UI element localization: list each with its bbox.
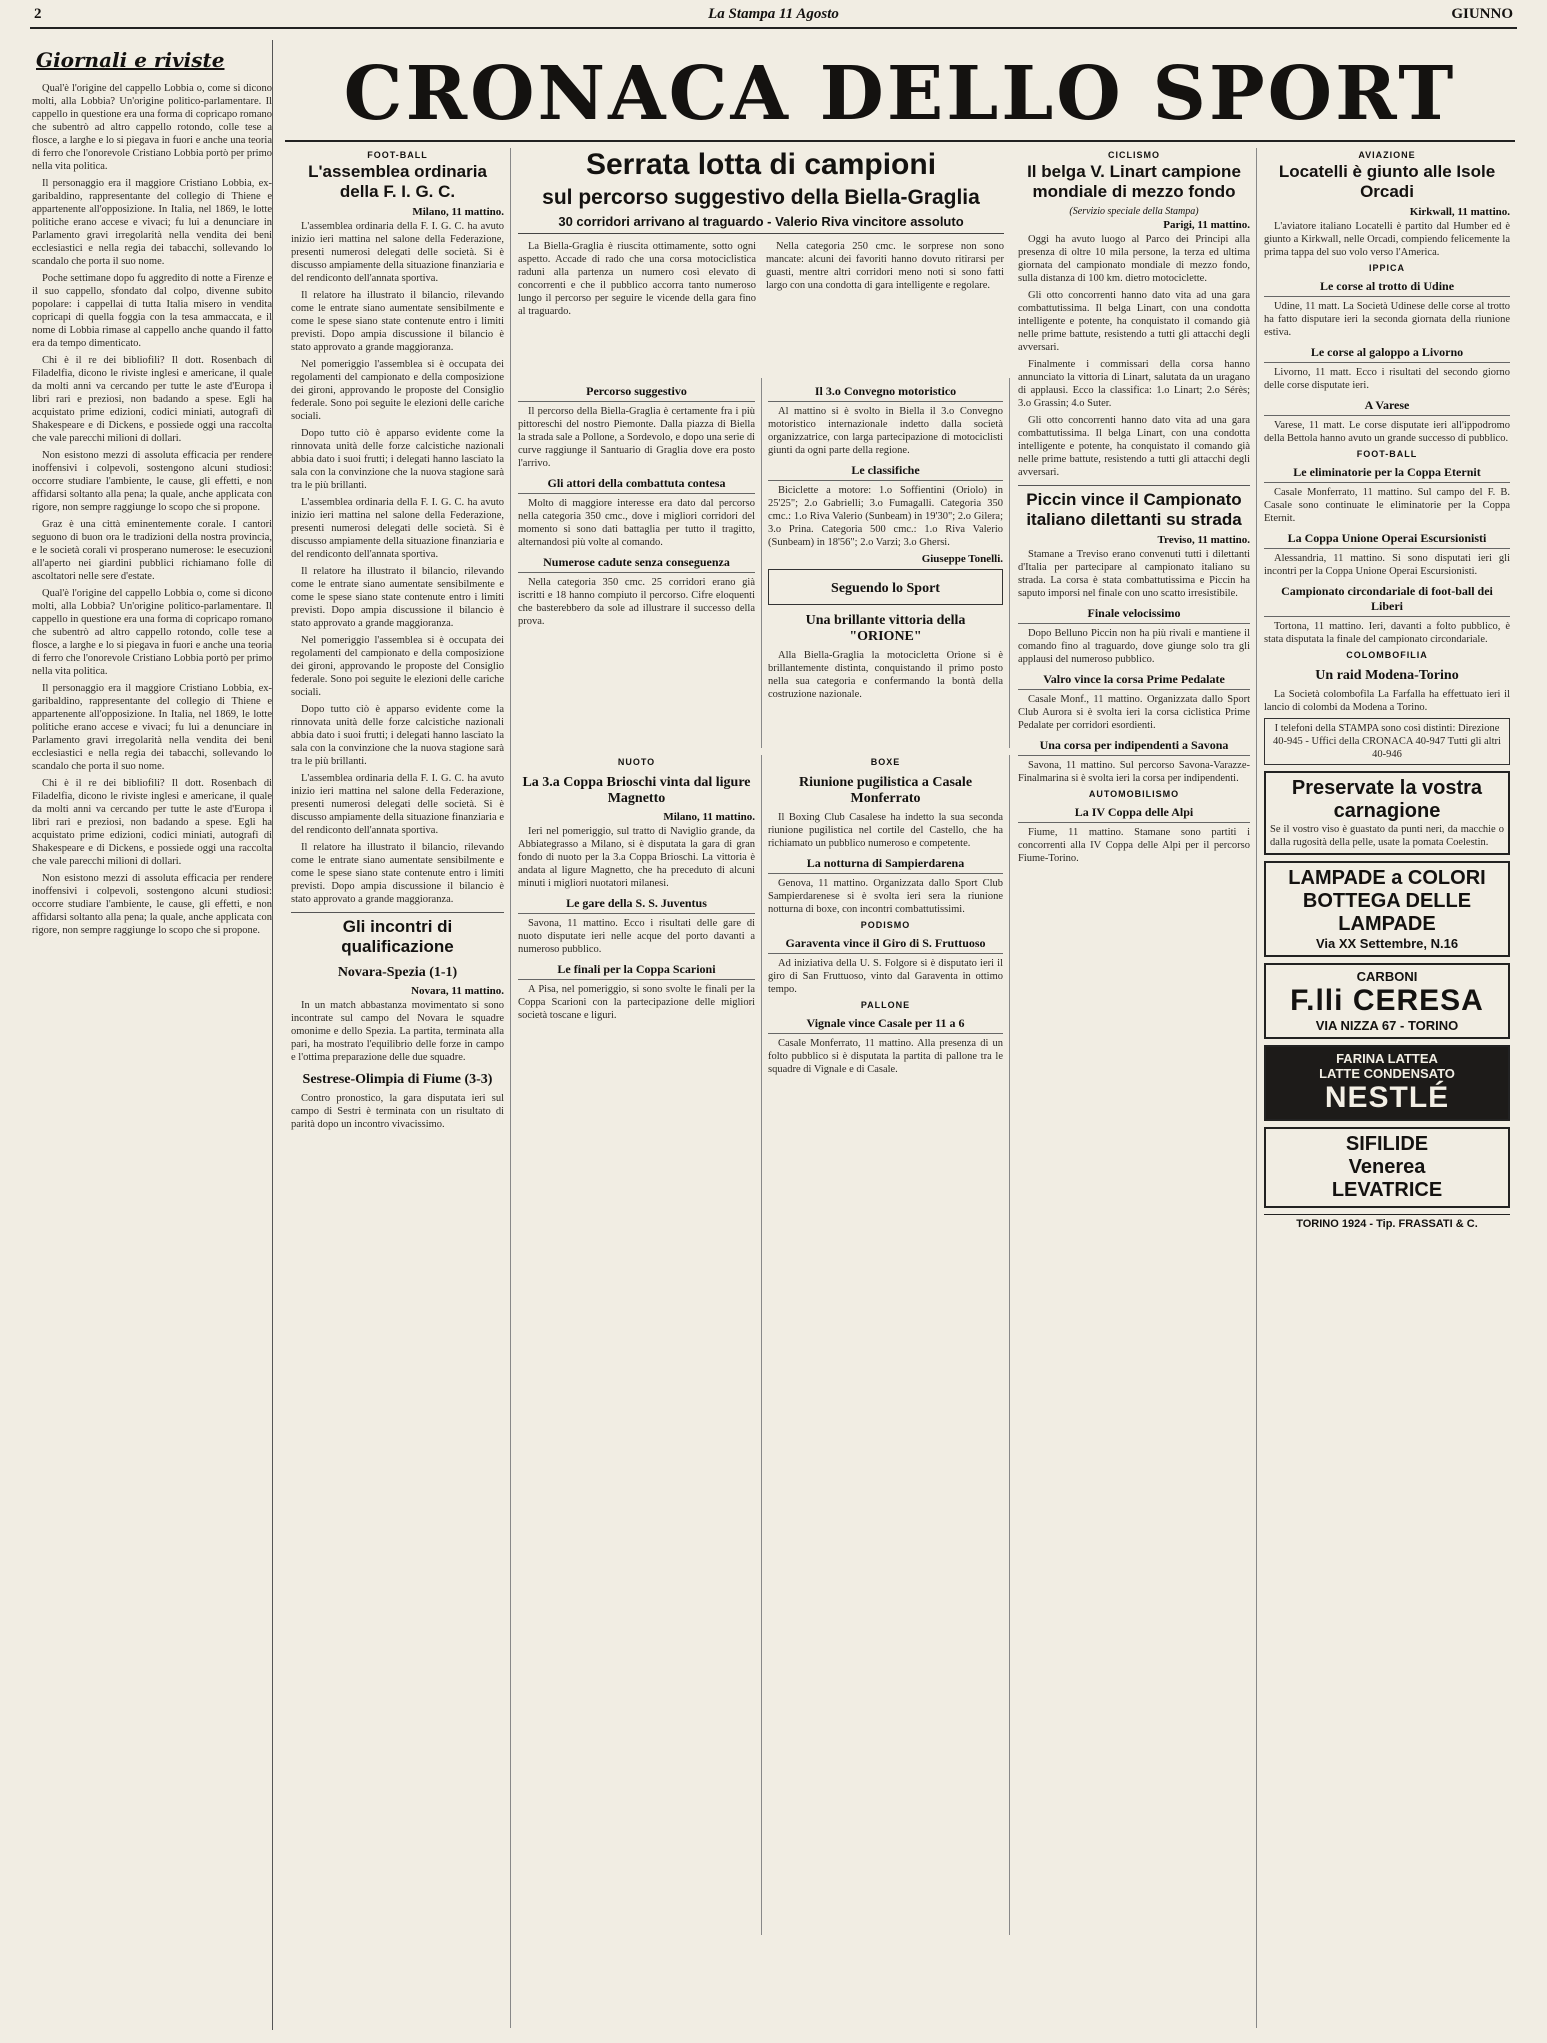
ad-title: LAMPADE a COLORI <box>1288 867 1486 889</box>
paragraph: Gli otto concorrenti hanno dato vita ad una gara combattutissima. Il belga Linart, con una condotta intelligente e potente, ha conquistato il comando già nelle prime battute, resistendo a tutti gli attacchi degli avversari. <box>1018 415 1250 478</box>
dateline: Milano, 11 mattino. <box>412 206 504 218</box>
paragraph: Nella categoria 250 cmc. le sorprese non sono mancate: alcuni dei favoriti hanno dovuto ritirarsi per guasti, mentre altri corridori meno noti si sono fatti largo con una condotta di gara intelligente e regolare. <box>766 241 1004 291</box>
headline-casale-boxe: Riunione pugilistica a Casale Monferrato <box>798 775 973 806</box>
paragraph: Il relatore ha illustrato il bilancio, rilevando come le entrate siano aumentate sensibilmente e come le spese siano state contenute entro i limiti previsti. Dopo ampia discussione il bilancio è stato approvato a grande maggioranza. <box>291 842 504 905</box>
paragraph: Casale Monferrato, 11 mattino. Alla presenza di un folto pubblico si è disputata la partita di pallone tra le squadre di Vignale e di Casale. <box>768 1038 1003 1075</box>
paragraph: L'assemblea ordinaria della F. I. G. C. ha avuto inizio ieri mattina nel salone della Federazione, presenti numerosi delegati delle società. Si è discusso ampiamente della situazione finanziaria e del rendiconto dell'annata sportiva. <box>291 221 504 284</box>
paragraph: Stamane a Treviso erano convenuti tutti i dilettanti d'Italia per partecipare al campionato italiano su strada. La corsa è stata combattutissima e Piccin ha saputo imporsi nel finale con uno scatto irresistibile. <box>1018 549 1250 599</box>
paragraph: Gli otto concorrenti hanno dato vita ad una gara combattutissima. Il belga Linart, con una condotta intelligente e potente, ha conquistato il comando già nelle prime battute, resistendo a tutti gli attacchi degli avversari. <box>1018 290 1250 353</box>
box-title: Seguendo lo Sport <box>831 581 940 596</box>
subhead-attori: Gli attori della combattuta contesa <box>518 476 755 494</box>
subhead-livorno: Le corse al galoppo a Livorno <box>1264 345 1510 363</box>
column-body <box>32 82 272 937</box>
paragraph: Nel pomeriggio l'assemblea si è occupata dei regolamenti del campionato e della composizione dei gironi, approvando le proposte del Consiglio federale. Sono poi seguite le elezioni delle cariche sociali. <box>291 635 504 698</box>
subhead-sampierdarena: La notturna di Sampierdarena <box>768 856 1003 874</box>
kicker: IPPICA <box>1368 263 1405 273</box>
ad-brand: F.lli CERESA <box>1290 984 1484 1017</box>
column-nuoto <box>512 755 762 1935</box>
subhead-garaventa: Garaventa vince il Giro di S. Fruttuoso <box>768 936 1003 954</box>
paragraph: Chi è il re dei bibliofili? Il dott. Rosenbach di Filadelfia, dicono le riviste inglesi e americane, il quale da molti anni va cercando per tutte le aste d'Europa i libri rari e preziosi, non badando a spese. Egli ha acquistato prime edizioni, codici miniati, autografi di Shakespeare e di Dickens, e possiede oggi una raccolta che vale parecchi milioni di dollari. <box>32 355 272 444</box>
subhead-coppa-alpi: La IV Coppa delle Alpi <box>1018 805 1250 823</box>
column-cycling-left <box>512 378 762 748</box>
page-number: 2 <box>34 6 42 22</box>
phones-box: I telefoni della STAMPA sono così distinti: Direzione 40-945 - Uffici della CRONACA 40-947 Tutti gli altri 40-946 <box>1264 718 1510 765</box>
ad-address: VIA NIZZA 67 - TORINO <box>1315 1018 1459 1033</box>
headline-orione: Una brillante vittoria della "ORIONE" <box>805 613 966 644</box>
kicker: NUOTO <box>617 757 656 767</box>
paragraph: Savona, 11 mattino. Ecco i risultati delle gare di nuoto disputate ieri nelle acque del porto davanti a numeroso pubblico. <box>518 918 755 955</box>
paragraph: Al mattino si è svolto in Biella il 3.o Convegno motoristico internazionale indetto dalla società organizzatrice, con larga partecipazione di motociclisti giunti da ogni parte della regione. <box>768 406 1003 456</box>
subhead-scarioni: Le finali per la Coppa Scarioni <box>518 962 755 980</box>
section-banner: CRONACA DELLO SPORT <box>285 48 1515 142</box>
kicker: PODISMO <box>860 920 911 930</box>
ad-label: CARBONI <box>1356 969 1418 984</box>
paragraph: Ad iniziativa della U. S. Folgore si è disputato ieri il giro di San Fruttuoso, vinto dal Garaventa in ottimo tempo. <box>768 958 1003 995</box>
deck-riva: 30 corridori arrivano al traguardo - Valerio Riva vincitore assoluto <box>518 214 1004 234</box>
dateline: Kirkwall, 11 mattino. <box>1409 206 1510 218</box>
kicker: AUTOMOBILISMO <box>1088 789 1180 799</box>
paragraph: Genova, 11 mattino. Organizzata dallo Sport Club Sampierdarenese si è svolta ieri sera la riunione notturna di boxe, con incontri combattutissimi. <box>768 878 1003 915</box>
dateline: Parigi, 11 mattino. <box>1163 219 1250 231</box>
paragraph: In un match abbastanza movimentato si sono incontrate sul campo del Novara le squadre omonime e dello Spezia. La partita, terminata alla pari, ha mostrato l'equilibrio delle forze in campo e l'ottima preparazione delle due squadre. <box>291 1000 504 1063</box>
paragraph: Graz è una città eminentemente corale. I cantori seguono di buon ora le tradizioni della nostra provincia, e le società corali vi prosperano numerose: le esecuzioni all'aperto nei giardini pubblici richiamano folle di ascoltatori nelle sere d'estate. <box>32 519 272 582</box>
paragraph: Qual'è l'origine del cappello Lobbia o, come si dicono molti, alla Lobbia? Un'origine politico-parlamentare. Il cappello in questione era una forma di copricapo romano che subentrò ad altro cappello rotondo, colle tese a flosce, a larghe e lo si piegava in fuori e anche una teoria di ferro che l'onorevole Cristiano Lobbia portò per primo nella vita politica. <box>32 588 272 677</box>
paragraph: Il Boxing Club Casalese ha indetto la sua seconda riunione pugilistica nel cortile del Castello, che ha richiamato un pubblico numeroso e competente. <box>768 812 1003 849</box>
subhead-udine: Le corse al trotto di Udine <box>1264 279 1510 297</box>
subhead-valro: Valro vince la corsa Prime Pedalate <box>1018 672 1250 690</box>
paragraph: Fiume, 11 mattino. Stamane sono partiti i concorrenti alla IV Coppa delle Alpi per il percorso Fiume-Torino. <box>1018 827 1250 864</box>
ad-brand: NESTLÉ <box>1324 1081 1450 1114</box>
subhead-vignale: Vignale vince Casale per 11 a 6 <box>768 1016 1003 1034</box>
paragraph: Il percorso della Biella-Graglia è certamente fra i più pittoreschi del nostro Piemonte. Dalla piazza di Biella la strada sale a Pollone, a Sordevolo, e dopo una serie di curve raggiunge il Santuario di Graglia dove era posto l'arrivo. <box>518 406 755 469</box>
kicker: AVIAZIONE <box>1358 150 1416 160</box>
ad-text: Se il vostro viso è guastato da punti neri, da macchie o dalla rugosità della pelle, usate la pomata Coelestin. <box>1270 824 1504 848</box>
subhead-circondariale: Campionato circondariale di foot-ball dei Liberi <box>1264 584 1510 617</box>
paragraph: Il relatore ha illustrato il bilancio, rilevando come le entrate siano aumentate sensibilmente e come le spese siano state contenute entro i limiti previsti. Dopo ampia discussione il bilancio è stato approvato a grande maggioranza. <box>291 566 504 629</box>
dateline: Milano, 11 mattino. <box>663 811 755 823</box>
subhead-juventus: Le gare della S. S. Juventus <box>518 896 755 914</box>
column-boxe <box>762 755 1010 1935</box>
subhead-savona: Una corsa per indipendenti a Savona <box>1018 738 1250 756</box>
headline-piccin: Piccin vince il Campionato italiano dilettanti su strada <box>1026 490 1242 529</box>
paragraph: Il relatore ha illustrato il bilancio, rilevando come le entrate siano aumentate sensibilmente e come le spese siano state contenute entro i limiti previsti. Dopo ampia discussione il bilancio è stato approvato a grande maggioranza. <box>291 290 504 353</box>
subhead-cadute: Numerose cadute senza conseguenza <box>518 555 755 573</box>
paragraph: Nella categoria 350 cmc. 25 corridori erano già iscritti e 18 hanno compiuto il percorso. Cifre eloquenti che basterebbero da sole ad illustrare il successo della prova. <box>518 577 755 627</box>
ad-title: SIFILIDE <box>1345 1133 1429 1155</box>
ad-title: Venerea <box>1348 1156 1426 1178</box>
service-note: (Servizio speciale della Stampa) <box>1069 206 1199 217</box>
seguendo-lo-sport-box <box>768 569 1003 605</box>
paragraph: Savona, 11 mattino. Sul percorso Savona-Varazze-Finalmarina si è svolta ieri la corsa per indipendenti. <box>1018 760 1250 784</box>
masthead <box>30 6 1517 28</box>
paragraph: Non esistono mezzi di assoluta efficacia per rendere inoffensivi i colpevoli, sostengono alcuni studiosi: occorre studiare l'ambiente, le cause, gli effetti, e non affidarsi soltanto alla pena; la quale, anche applicata con rigore, non sempre raggiunge lo scopo che si propone. <box>32 873 272 936</box>
ad-carnagione <box>1264 771 1510 855</box>
headline-assemblea: L'assemblea ordinaria della F. I. G. C. <box>308 162 487 201</box>
ad-subtitle: BOTTEGA DELLE LAMPADE <box>1302 890 1472 935</box>
ad-small <box>1264 1127 1510 1208</box>
headline-raid: Un raid Modena-Torino <box>1315 668 1459 683</box>
paragraph: Dopo tutto ciò è apparso evidente come la rinnovata unità delle forze calcistiche nazionali abbia dato i suoi frutti; i delegati hanno lasciato la sala con la convinzione che la nuova stagione sarà tra le più brillanti. <box>291 428 504 491</box>
paragraph: Casale Monf., 11 mattino. Organizzata dallo Sport Club Aurora si è svolta ieri la corsa ciclistica Prime Pedalate per corridori esordienti. <box>1018 694 1250 731</box>
paragraph: Molto di maggiore interesse era dato dal percorso nella categoria 350 cmc., dove i migliori corridori del momento si sono dati battaglia per tutto il tragitto, alternandosi più volte al comando. <box>518 498 755 548</box>
paragraph: L'assemblea ordinaria della F. I. G. C. ha avuto inizio ieri mattina nel salone della Federazione, presenti numerosi delegati delle società. Si è discusso ampiamente della situazione finanziaria e del rendiconto dell'annata sportiva. <box>291 773 504 836</box>
paragraph: Chi è il re dei bibliofili? Il dott. Rosenbach di Filadelfia, dicono le riviste inglesi e americane, il quale da molti anni va cercando per tutte le aste d'Europa i libri rari e preziosi, non badando a spese. Egli ha acquistato prime edizioni, codici miniati, autografi di Shakespeare e di Dickens, e possiede oggi una raccolta che vale parecchi milioni di dollari. <box>32 778 272 867</box>
paragraph: Finalmente i commissari della corsa hanno annunciato la vittoria di Linart, salutata da un uragano di applausi. Ecco la classifica: 1.o Linart; 2.o Sérès; 3.o Grassin; 4.o Suter. <box>1018 359 1250 409</box>
column-varie <box>1258 148 1516 2033</box>
paragraph: Alla Biella-Graglia la motocicletta Orione si è brillantemente distinta, conquistando il primo posto nella sua categoria e confermando la bontà della costruzione nazionale. <box>768 650 1003 700</box>
ad-label: LATTE CONDENSATO <box>1319 1066 1455 1081</box>
kicker: PALLONE <box>860 1000 911 1010</box>
headline-linart: Il belga V. Linart campione mondiale di mezzo fondo <box>1027 162 1241 201</box>
paper-title: La Stampa 11 Agosto <box>708 6 839 22</box>
kicker: COLOMBOFILIA <box>1346 650 1428 660</box>
column-cycling-right <box>762 378 1010 748</box>
main-story-header <box>512 148 1010 378</box>
paragraph: Poche settimane dopo fu aggredito di notte a Firenze e il suo cappello, sfondato dal colpo, divenne subito popolare: i cappellai di tutta Italia misero in vendita copricapi di quella foggia con la tesa ammaccata, e il nome di Lobbia rimase al cappello anche quando il fatto era da tempo dimenticato. <box>32 273 272 349</box>
signature: Giuseppe Tonelli. <box>921 553 1003 565</box>
headline-coppa-brioschi: La 3.a Coppa Brioschi vinta dal ligure Magnetto <box>522 775 751 806</box>
masthead-rule <box>30 27 1517 29</box>
paragraph: La Biella-Graglia è riuscita ottimamente, sotto ogni aspetto. Accade di rado che una corsa motociclistica raduni alla partenza un numero così elevato di concorrenti e che il pubblico accorra tanto numeroso lungo il percorso per seguire le vicende della gara fino al traguardo. <box>518 241 756 317</box>
paragraph: Contro pronostico, la gara disputata ieri sul campo di Sestri è terminata con un risultato di parità dopo un incontro vivacissimo. <box>291 1093 504 1130</box>
ad-lampade <box>1264 861 1510 957</box>
paragraph: Oggi ha avuto luogo al Parco dei Principi alla presenza di oltre 10 mila persone, la terza ed ultima giornata del campionato mondiale di mezzo fondo, sulla distanza di 100 km. dietro motociclette. <box>1018 234 1250 284</box>
paragraph: Dopo tutto ciò è apparso evidente come la rinnovata unità delle forze calcistiche nazionali abbia dato i suoi frutti; i delegati hanno lasciato la sala con la convinzione che la nuova stagione sarà tra le più brillanti. <box>291 704 504 767</box>
paragraph: Non esistono mezzi di assoluta efficacia per rendere inoffensivi i colpevoli, sostengono alcuni studiosi: occorre studiare l'ambiente, le cause, gli effetti, e non affidarsi soltanto alla pena; la quale, anche applicata con rigore, non sempre raggiunge lo scopo che si propone. <box>32 450 272 513</box>
kicker: FOOT-BALL <box>1356 449 1418 459</box>
ad-label: FARINA LATTEA <box>1336 1051 1438 1066</box>
paragraph: Livorno, 11 matt. Ecco i risultati del secondo giorno delle corse disputate ieri. <box>1264 367 1510 391</box>
dateline: Treviso, 11 mattino. <box>1157 534 1250 546</box>
paragraph: Qual'è l'origine del cappello Lobbia o, come si dicono molti, alla Lobbia? Un'origine politico-parlamentare. Il cappello in questione era una forma di copricapo romano che subentrò ad altro cappello rotondo, colle tese a flosce, a larghe e lo si piegava in fuori e anche una teoria di ferro che l'onorevole Cristiano Lobbia portò per primo nella vita politica. <box>32 83 272 172</box>
subhead-finale: Finale velocissimo <box>1018 606 1250 624</box>
kicker: FOOT-BALL <box>367 150 428 160</box>
column-ciclismo <box>1012 148 1257 2028</box>
column-giornali-e-riviste <box>32 40 273 2030</box>
paragraph: L'aviatore italiano Locatelli è partito dal Humber ed è giunto a Kirkwall, nelle Orcadi, compiendo felicemente la prima tappa del suo volo verso l'America. <box>1264 221 1510 258</box>
deck-novara-spezia: Novara-Spezia (1-1) <box>337 965 458 980</box>
subhead-varese: A Varese <box>1264 398 1510 416</box>
headline-qualificazione: Gli incontri di qualificazione <box>341 917 454 956</box>
printer-line: TORINO 1924 - Tip. FRASSATI & C. <box>1264 1214 1510 1230</box>
masthead-right: GIUNNO <box>1451 6 1513 22</box>
paragraph: Il personaggio era il maggiore Cristiano Lobbia, ex-garibaldino, rappresentante del collegio di Thiene e appartenente all'opposizione. In Italia, nel 1869, le lotte politiche erano accese e vivaci; fu lui a denunciare in Parlamento gravi irregolarità nella vendita dei beni ecclesiastici e nella regìa dei tabacchi, sollevando lo scandalo che porta il suo nome. <box>32 178 272 267</box>
subhead-unione-operai: La Coppa Unione Operai Escursionisti <box>1264 531 1510 549</box>
headline-locatelli: Locatelli è giunto alle Isole Orcadi <box>1278 162 1496 201</box>
paragraph: Alessandria, 11 mattino. Si sono disputati ieri gli incontri per la Coppa Unione Operai Escursionisti. <box>1264 553 1510 577</box>
paragraph: L'assemblea ordinaria della F. I. G. C. ha avuto inizio ieri mattina nel salone della Federazione, presenti numerosi delegati delle società. Si è discusso ampiamente della situazione finanziaria e del rendiconto dell'annata sportiva. <box>291 497 504 560</box>
column-football <box>285 148 511 2028</box>
subhead-eternit: Le eliminatorie per la Coppa Eternit <box>1264 465 1510 483</box>
column-title: Giornali e riviste <box>36 48 225 72</box>
paragraph: Casale Monferrato, 11 mattino. Sul campo del F. B. Casale sono continuate le eliminatorie per la Coppa Eternit. <box>1264 487 1510 524</box>
paragraph: Ieri nel pomeriggio, sul tratto di Naviglio grande, da Abbiategrasso a Milano, si è disputata la gara di gran fondo di nuoto per la 3.a Coppa Brioschi. La vittoria è andata al ligure Magnetto, che ha preceduto di alcuni minuti i migliori nuotatori milanesi. <box>518 826 755 889</box>
deck-biella-graglia: sul percorso suggestivo della Biella-Graglia <box>542 186 980 209</box>
paragraph: Udine, 11 matt. La Società Udinese delle corse al trotto ha fatto disputare ieri la seconda giornata della riunione estiva. <box>1264 301 1510 338</box>
ad-ceresa <box>1264 963 1510 1039</box>
ad-title: LEVATRICE <box>1331 1179 1443 1201</box>
headline-serrata-lotta: Serrata lotta di campioni <box>585 148 937 181</box>
paragraph: Il personaggio era il maggiore Cristiano Lobbia, ex-garibaldino, rappresentante del collegio di Thiene e appartenente all'opposizione. In Italia, nel 1869, le lotte politiche erano accese e vivaci; fu lui a denunciare in Parlamento gravi irregolarità nella vendita dei beni ecclesiastici e nella regìa dei tabacchi, sollevando lo scandalo che porta il suo nome. <box>32 683 272 772</box>
ad-address: Via XX Settembre, N.16 <box>1315 936 1459 951</box>
paragraph: Tortona, 11 mattino. Ieri, davanti a folto pubblico, è stata disputata la finale del campionato circondariale. <box>1264 621 1510 645</box>
kicker: CICLISMO <box>1108 150 1160 160</box>
paragraph: Varese, 11 matt. Le corse disputate ieri all'ippodromo della Bettola hanno avuto un grande successo di pubblico. <box>1264 420 1510 444</box>
paragraph: A Pisa, nel pomeriggio, si sono svolte le finali per la Coppa Scarioni con la partecipazione delle migliori società toscane e liguri. <box>518 984 755 1021</box>
subhead-convegno: Il 3.o Convegno motoristico <box>768 384 1003 402</box>
paragraph: Nel pomeriggio l'assemblea si è occupata dei regolamenti del campionato e della composizione dei gironi, approvando le proposte del Consiglio federale. Sono poi seguite le elezioni delle cariche sociali. <box>291 359 504 422</box>
paragraph: La Società colombofila La Farfalla ha effettuato ieri il lancio di colombi da Modena a Torino. <box>1264 689 1510 713</box>
subhead-classifiche: Le classifiche <box>768 463 1003 481</box>
ad-nestle <box>1264 1045 1510 1121</box>
kicker: BOXE <box>870 757 901 767</box>
subhead-percorso: Percorso suggestivo <box>518 384 755 402</box>
paragraph: Dopo Belluno Piccin non ha più rivali e mantiene il comando fino al traguardo, dove giunge solo tra gli applausi del numeroso pubblico. <box>1018 628 1250 665</box>
headline-sestrese: Sestrese-Olimpia di Fiume (3-3) <box>302 1072 493 1087</box>
dateline: Novara, 11 mattino. <box>411 985 504 997</box>
ad-title: Preservate la vostra carnagione <box>1291 777 1483 822</box>
paragraph: Biciclette a motore: 1.o Soffientini (Oriolo) in 25'25"; 2.o Gabrielli; 3.o Fumagalli. Categoria 350 cmc.: 1.o Riva Valerio (Sunbeam) in 19'30"; 2.o Gilera; 3.o Prina. Categoria 500 cmc.: 1.o Riva Valerio (Sunbeam) in 18'56"; 2.o Varzi; 3.o Ghersi. <box>768 485 1003 548</box>
